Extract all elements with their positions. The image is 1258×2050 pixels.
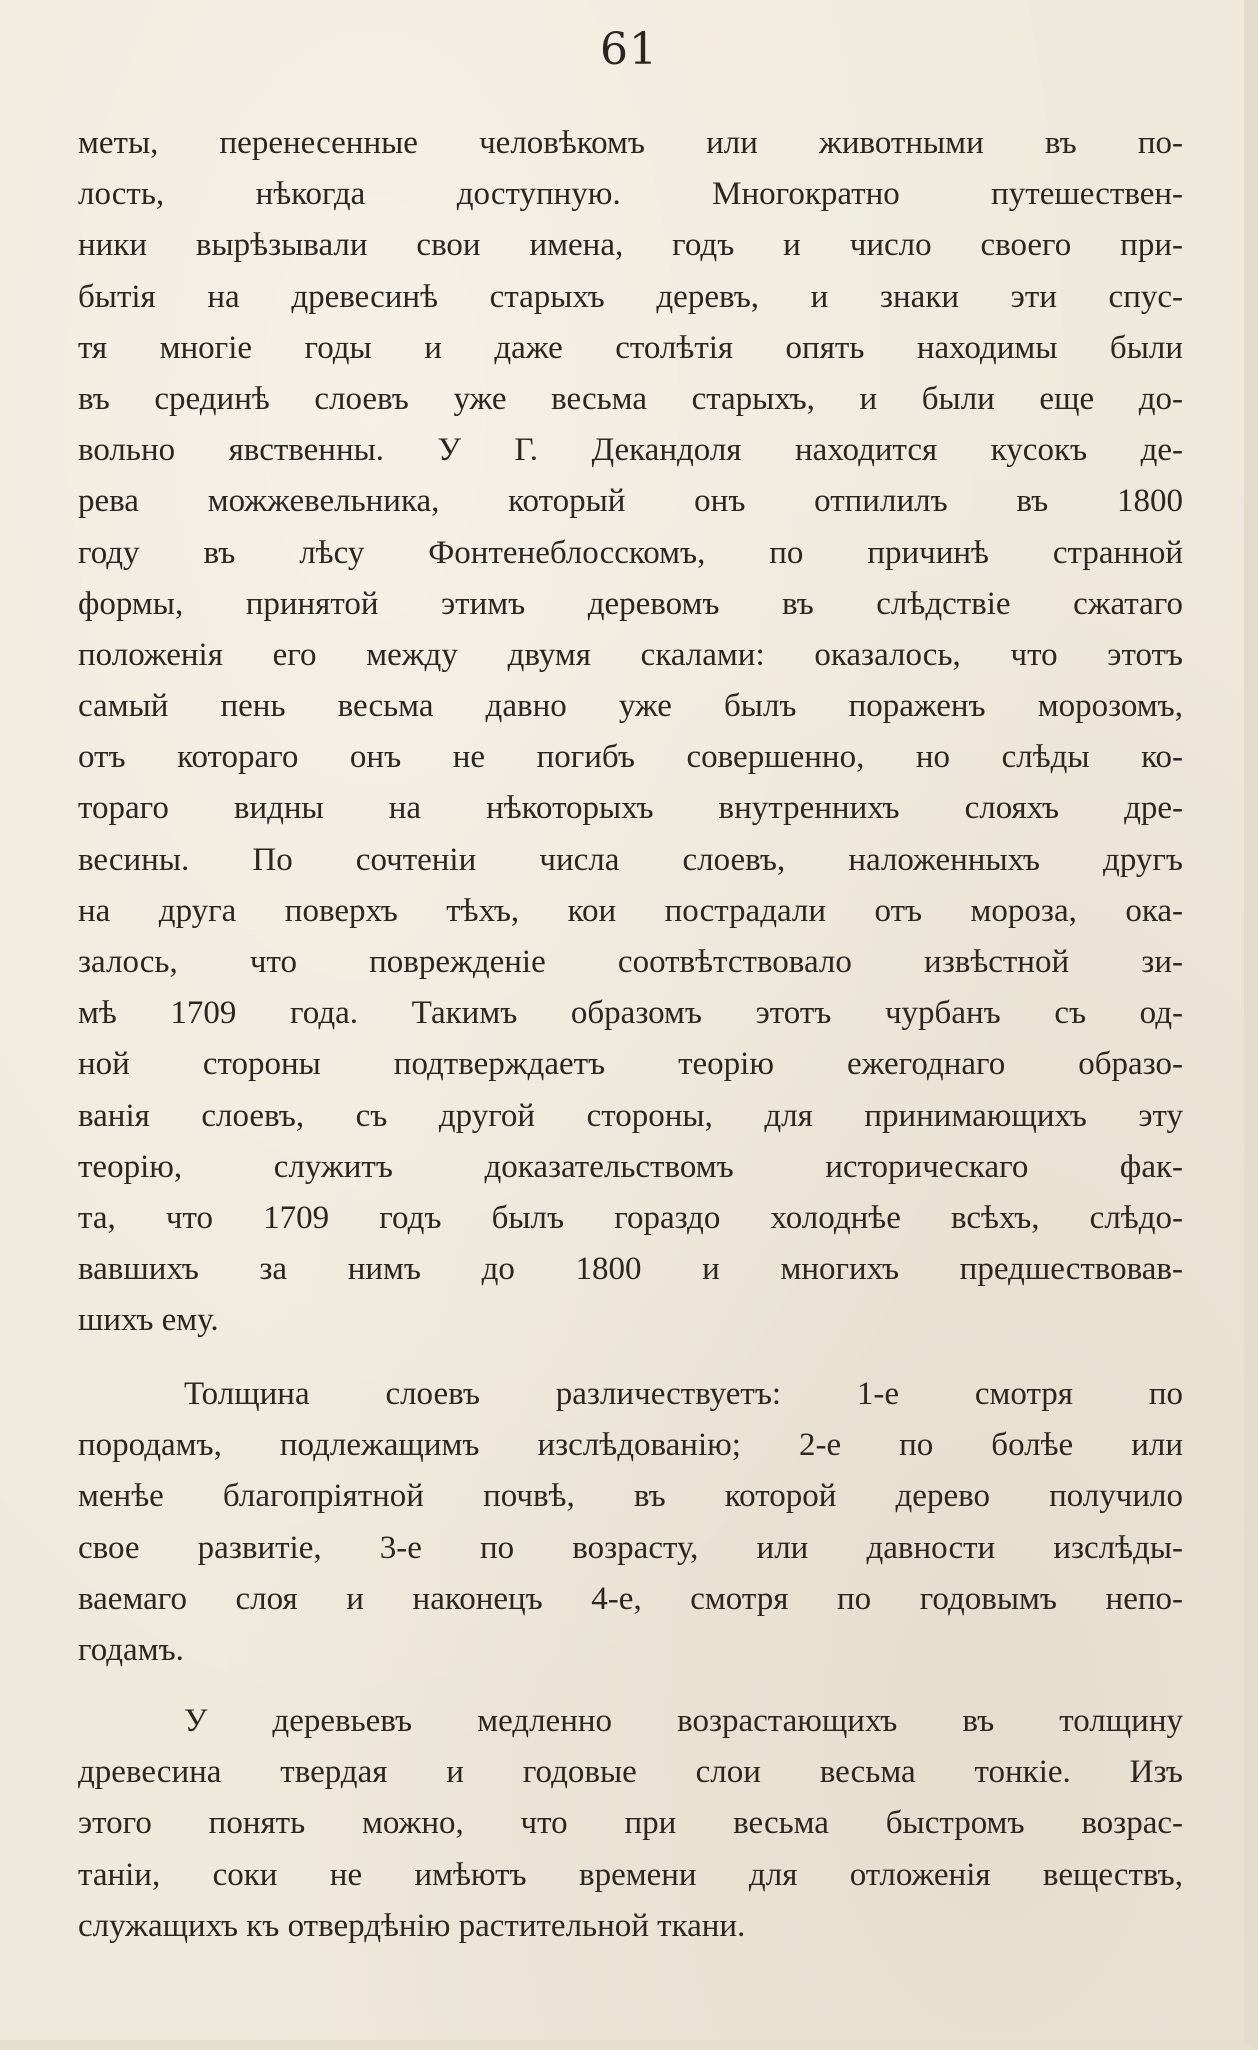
text-line: въ срединѣ слоевъ уже весьма старыхъ, и были еще до-: [78, 380, 1183, 417]
text-line: на друга поверхъ тѣхъ, кои пострадали отъ мороза, ока-: [78, 892, 1183, 929]
text-line: отъ котораго онъ не погибъ совершенно, но слѣды ко-: [78, 739, 1183, 776]
paragraph-3: [78, 1696, 1183, 1952]
text-line: меты, перенесенные человѣкомъ или животными въ по-: [78, 125, 1183, 161]
text-line: менѣе благопріятной почвѣ, въ которой дерево получило: [78, 1478, 1183, 1515]
text-line: тораго видны на нѣкоторыхъ внутреннихъ слояхъ дре-: [78, 790, 1183, 827]
text-line: теорію, служитъ доказательствомъ историческаго фак-: [78, 1148, 1183, 1185]
text-line: лость, нѣкогда доступную. Многократно путешествен-: [78, 176, 1183, 213]
text-line: древесина твердая и годовые слои весьма тонкіе. Изъ: [78, 1754, 1183, 1791]
text-line: Толщина слоевъ различествуетъ: 1-е смотря по: [184, 1376, 1183, 1412]
text-line: этого понять можно, что при весьма быстромъ возрас-: [78, 1805, 1183, 1842]
paragraph-1: [78, 118, 1183, 1347]
text-line: вольно явственны. У Г. Декандоля находится кусокъ де-: [78, 432, 1183, 469]
text-line: породамъ, подлежащимъ изслѣдованію; 2-е по болѣе или: [78, 1427, 1183, 1464]
text-line: ваемаго слоя и наконецъ 4-е, смотря по годовымъ непо-: [78, 1580, 1183, 1617]
text-line: мѣ 1709 года. Такимъ образомъ этотъ чурбанъ съ од-: [78, 995, 1183, 1032]
text-line: шихъ ему.: [78, 1302, 219, 1339]
text-line: служащихъ къ отвердѣнію растительной ткани.: [78, 1907, 746, 1944]
paragraph-2: [78, 1369, 1183, 1676]
text-line: положенія его между двумя скалами: оказалось, что этотъ: [78, 636, 1183, 673]
text-line: вавшихъ за нимъ до 1800 и многихъ предшествовав-: [78, 1251, 1183, 1288]
text-line: бытія на древесинѣ старыхъ деревъ, и знаки эти спус-: [78, 278, 1183, 315]
text-line: рева можжевельника, который онъ отпилилъ въ 1800: [78, 483, 1183, 520]
text-line: самый пень весьма давно уже былъ пораженъ морозомъ,: [78, 688, 1183, 725]
text-line: ной стороны подтверждаетъ теорію ежегоднаго образо-: [78, 1046, 1183, 1083]
text-line: залось, что поврежденіе соотвѣтствовало извѣстной зи-: [78, 944, 1183, 980]
text-line: формы, принятой этимъ деревомъ въ слѣдствіе сжатаго: [78, 585, 1183, 622]
text-line: таніи, соки не имѣютъ времени для отложенія веществъ,: [78, 1856, 1183, 1893]
text-line: годамъ.: [78, 1631, 184, 1668]
page-number: 61: [600, 24, 658, 75]
text-line: та, что 1709 годъ былъ гораздо холоднѣе всѣхъ, слѣдо-: [78, 1199, 1183, 1236]
text-line: У деревьевъ медленно возрастающихъ въ толщину: [184, 1703, 1183, 1739]
text-line: ники вырѣзывали свои имена, годъ и число своего при-: [78, 227, 1183, 264]
text-line: тя многіе годы и даже столѣтія опять находимы были: [78, 329, 1183, 366]
text-line: свое развитіе, 3-е по возрасту, или давности изслѣды-: [78, 1529, 1183, 1566]
text-line: весины. По сочтеніи числа слоевъ, наложенныхъ другъ: [78, 841, 1183, 878]
text-line: году въ лѣсу Фонтенеблосскомъ, по причинѣ странной: [78, 534, 1183, 571]
text-line: ванія слоевъ, съ другой стороны, для принимающихъ эту: [78, 1097, 1183, 1134]
